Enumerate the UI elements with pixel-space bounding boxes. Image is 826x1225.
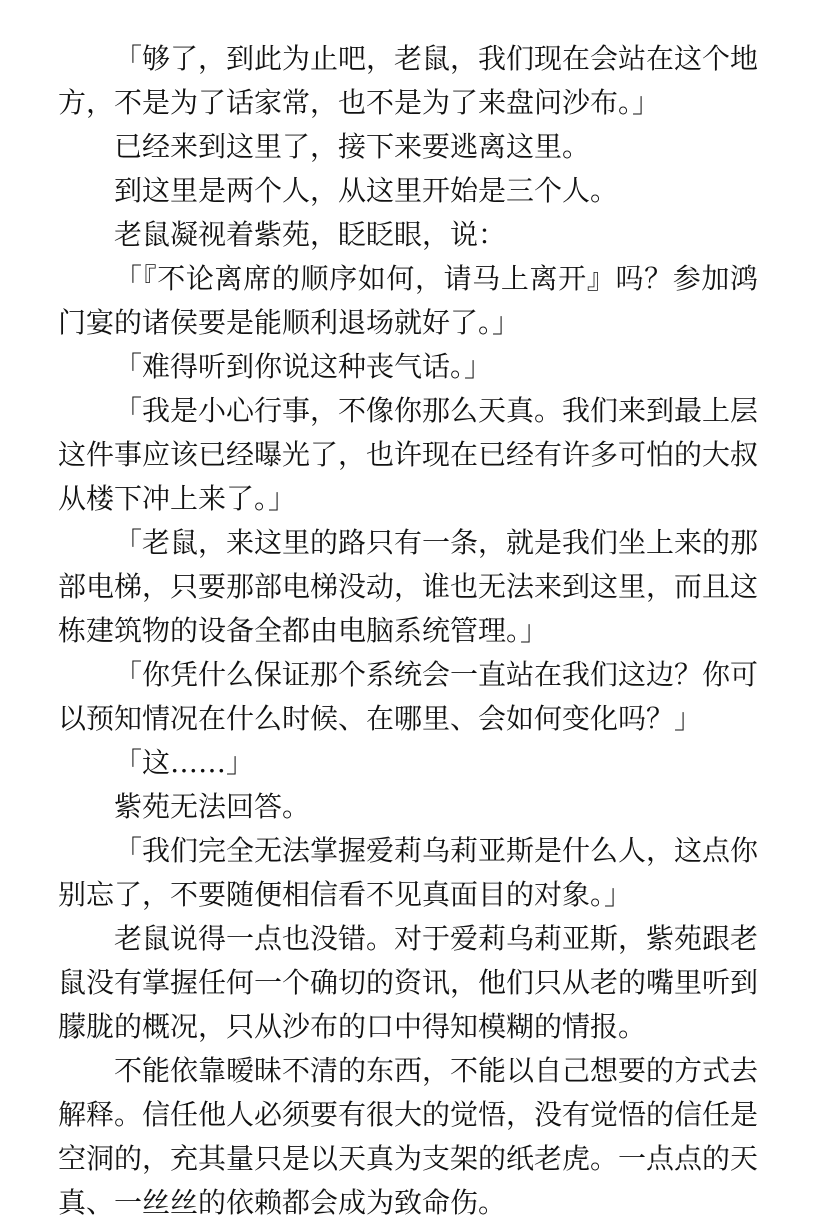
- paragraph: 「老鼠，来这里的路只有一条，就是我们坐上来的那部电梯，只要那部电梯没动，谁也无法来到这里，而且这栋建筑物的设备全都由电脑系统管理。」: [58, 526, 759, 647]
- paragraph: 「『不论离席的顺序如何，请马上离开』吗？参加鸿门宴的诸侯要是能顺利退场就好了。」: [58, 262, 758, 339]
- paragraph: 紫苑无法回答。: [114, 790, 311, 823]
- paragraph: 「这……」: [114, 746, 255, 779]
- body-text: [58, 37, 758, 1225]
- paragraph: 「你凭什么保证那个系统会一直站在我们这边？你可以预知情况在什么时候、在哪里、会如何变化吗？」: [58, 658, 759, 735]
- paragraph: 「我是小心行事，不像你那么天真。我们来到最上层这件事应该已经曝光了，也许现在已经有许多可怕的大叔从楼下冲上来了。」: [58, 394, 759, 515]
- paragraph: 「难得听到你说这种丧气话。」: [114, 350, 493, 383]
- paragraph: 老鼠凝视着紫苑，眨眨眼，说：: [114, 218, 507, 251]
- paragraph: 老鼠说得一点也没错。对于爱莉乌莉亚斯，紫苑跟老鼠没有掌握任何一个确切的资讯，他们只从老的嘴里听到朦胧的概况，只从沙布的口中得知模糊的情报。: [58, 922, 759, 1043]
- paragraph: 已经来到这里了，接下来要逃离这里。: [114, 130, 591, 163]
- paragraph: 「我们完全无法掌握爱莉乌莉亚斯是什么人，这点你别忘了，不要随便相信看不见真面目的对象。」: [58, 834, 759, 911]
- paragraph: 到这里是两个人，从这里开始是三个人。: [114, 174, 619, 207]
- paragraph: 「够了，到此为止吧，老鼠，我们现在会站在这个地方，不是为了话家常，也不是为了来盘问沙布。」: [58, 42, 759, 119]
- paragraph: 不能依靠暧昧不清的东西，不能以自己想要的方式去解释。信任他人必须要有很大的觉悟，没有觉悟的信任是空洞的，充其量只是以天真为支架的纸老虎。一点点的天真、一丝丝的依赖都会成为致命伤。: [58, 1054, 759, 1219]
